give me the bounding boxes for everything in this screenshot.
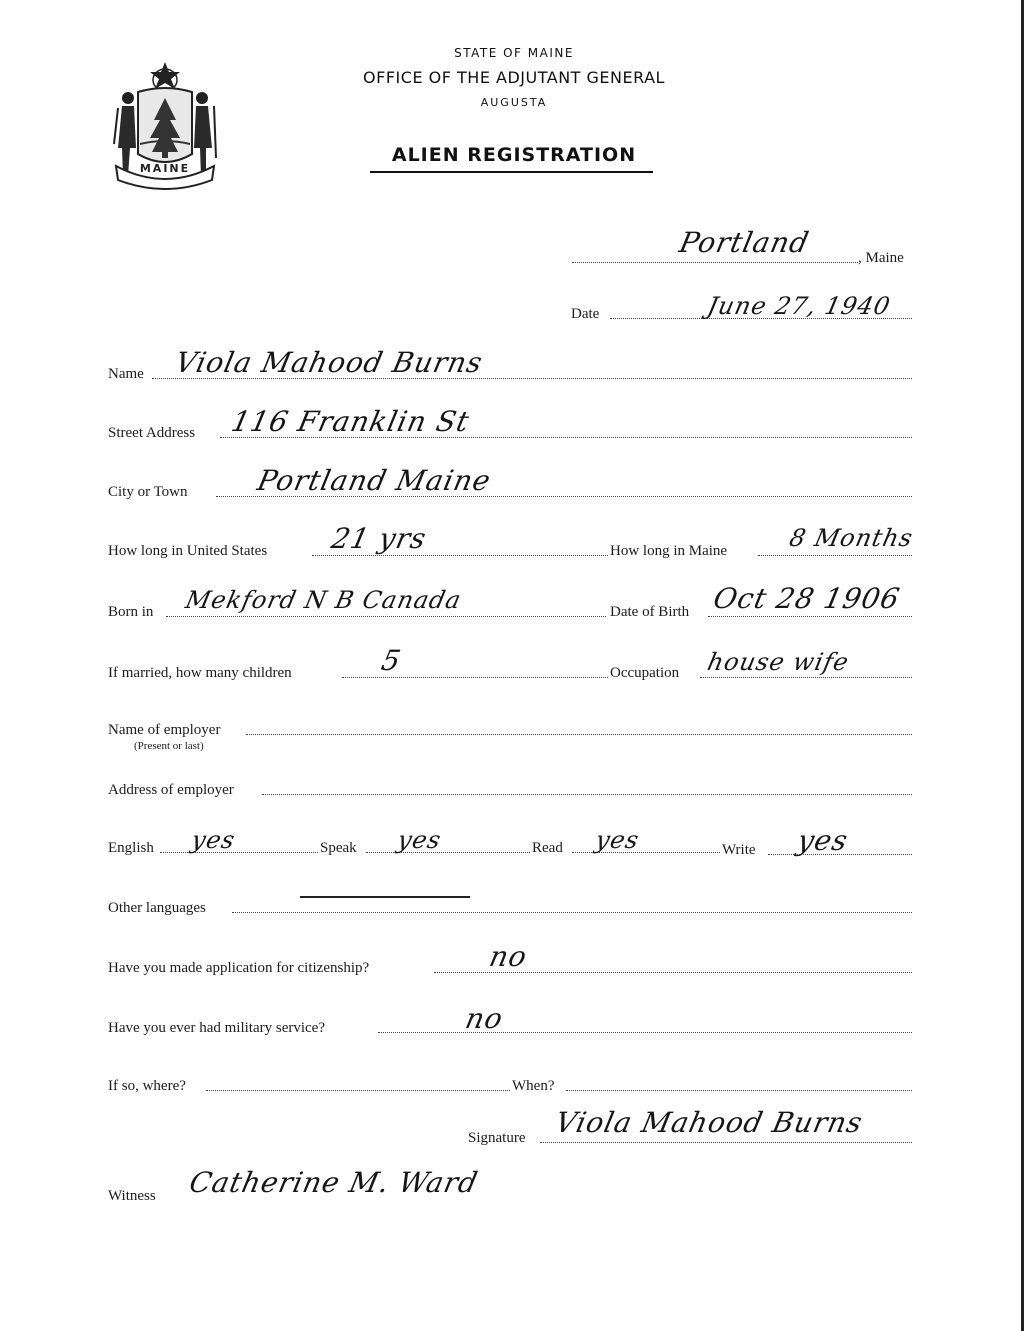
military-value: no [462, 1002, 507, 1035]
date-of-birth-line [708, 616, 912, 617]
if-so-where-label: If so, where? [108, 1078, 186, 1094]
city-value: Portland [676, 226, 813, 259]
english-line [160, 852, 318, 853]
citizenship-value: no [486, 940, 531, 973]
employer-address-line [262, 794, 912, 795]
form-title: ALIEN REGISTRATION [391, 144, 637, 166]
speak-label: Speak [320, 840, 357, 856]
how-long-us-label: How long in United States [108, 543, 268, 559]
employer-line [246, 734, 912, 735]
name-value: Viola Mahood Burns [172, 346, 486, 379]
how-long-maine-value: 8 Months [787, 524, 916, 552]
employer-label: Name of employer [108, 722, 221, 738]
speak-value: yes [395, 826, 445, 854]
header-state: STATE OF MAINE [454, 46, 574, 60]
date-of-birth-label: Date of Birth [610, 604, 690, 620]
employer-note: (Present or last) [134, 740, 204, 752]
children-label: If married, how many children [108, 665, 292, 681]
street-address-value: 116 Franklin St [228, 405, 473, 438]
city-or-town-value: Portland Maine [254, 464, 495, 497]
occupation-label: Occupation [610, 665, 680, 681]
signature-line [540, 1142, 912, 1143]
city-or-town-label: City or Town [108, 484, 188, 500]
born-in-value: Mekford N B Canada [183, 586, 465, 614]
write-value: yes [794, 824, 852, 857]
how-long-us-line [312, 555, 608, 556]
header-office: OFFICE OF THE ADJUTANT GENERAL [363, 68, 665, 87]
street-address-label: Street Address [108, 425, 196, 441]
english-label: English [108, 840, 154, 856]
occupation-line [700, 677, 912, 678]
how-long-maine-line [758, 555, 912, 556]
employer-address-label: Address of employer [108, 782, 234, 798]
read-value: yes [593, 826, 643, 854]
citizenship-label: Have you made application for citizenship? [108, 960, 370, 976]
read-label: Read [532, 840, 563, 856]
other-languages-line [232, 912, 912, 913]
signature-value: Viola Mahood Burns [552, 1106, 866, 1139]
military-line [378, 1032, 912, 1033]
speak-line [366, 852, 530, 853]
other-languages-label: Other languages [108, 900, 206, 916]
children-line [342, 677, 608, 678]
date-of-birth-value: Oct 28 1906 [710, 582, 904, 615]
when-label: When? [512, 1078, 555, 1094]
military-label: Have you ever had military service? [108, 1020, 325, 1036]
other-languages-dash [300, 896, 470, 898]
english-value: yes [189, 826, 239, 854]
born-in-line [166, 616, 606, 617]
if-so-where-line [206, 1090, 510, 1091]
signature-label: Signature [468, 1130, 526, 1146]
how-long-maine-label: How long in Maine [610, 543, 728, 559]
city-line [572, 262, 858, 263]
seal-banner-text: MAINE [139, 162, 191, 175]
witness-label: Witness [108, 1188, 156, 1204]
how-long-us-value: 21 yrs [328, 522, 430, 555]
date-value: June 27, 1940 [705, 292, 894, 320]
date-label: Date [571, 306, 600, 322]
occupation-value: house wife [705, 648, 852, 676]
header-city: AUGUSTA [480, 96, 548, 109]
children-value: 5 [378, 644, 405, 677]
witness-value: Catherine M. Ward [186, 1166, 482, 1199]
title-underline [370, 171, 653, 173]
when-line [566, 1090, 912, 1091]
name-label: Name [108, 366, 144, 382]
write-label: Write [722, 842, 756, 858]
maine-suffix-label: , Maine [858, 250, 904, 266]
born-in-label: Born in [108, 604, 154, 620]
